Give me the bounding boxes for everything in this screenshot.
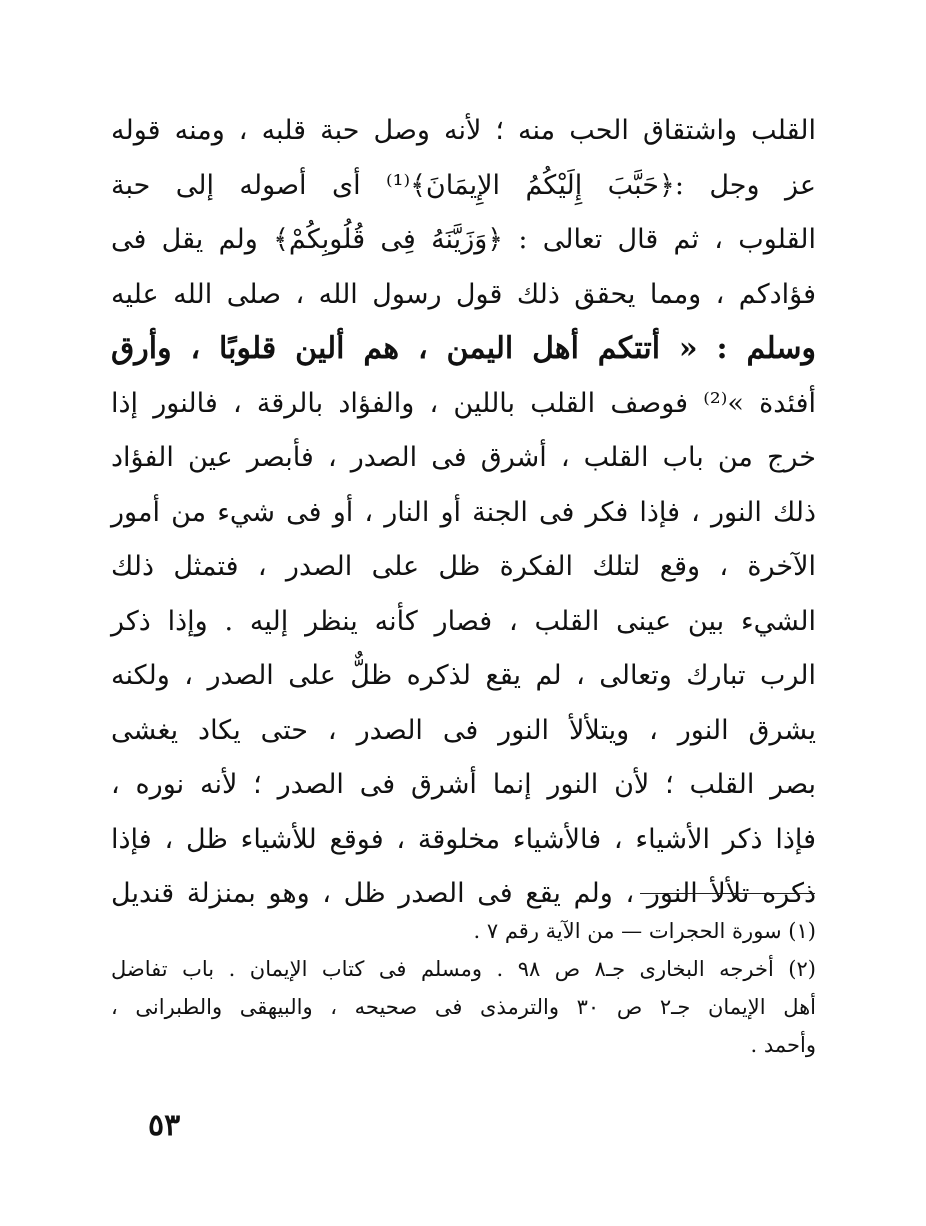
footnote-divider: [640, 893, 815, 894]
text-line: ذكره تلألأ النور ، ولم يقع فى الصدر ظل ، وهو بمنزلة قنديل: [111, 878, 816, 909]
text-line: عز وجل :﴿حَبَّبَ إِلَيْكُمُ الإِيمَانَ﴾⁽¹⁾ أى أصوله إلى حبة: [111, 169, 816, 201]
footnote-2-continued: أهل الإيمان جـ٢ ص ٣٠ والترمذى فى صحيحه ، والبيهقى والطبرانى ،: [111, 995, 817, 1019]
text-line-hadith: وسلم : « أتتكم أهل اليمن ، هم ألين قلوبًا ، وأرق: [111, 331, 816, 366]
text-line: يشرق النور ، ويتلألأ النور فى الصدر ، حتى يكاد يغشى: [111, 714, 816, 746]
text-line: فإذا ذكر الأشياء ، فالأشياء مخلوقة ، فوقع للأشياء ظل ، فإذا: [111, 823, 816, 855]
text-line: الشيء بين عينى القلب ، فصار كأنه ينظر إليه . وإذا ذكر: [111, 605, 816, 637]
text-line: بصر القلب ؛ لأن النور إنما أشرق فى الصدر ؛ لأنه نوره ،: [111, 769, 816, 800]
footnote-2-end: وأحمد .: [750, 1033, 816, 1057]
footnotes-block: [111, 912, 816, 1064]
text-line: الآخرة ، وقع لتلك الفكرة ظل على الصدر ، فتمثل ذلك: [111, 551, 816, 582]
footnote-2: (٢) أخرجه البخارى جـ٨ ص ٩٨ . ومسلم فى كتاب الإيمان . باب تفاضل: [111, 957, 816, 981]
text-line: ذلك النور ، فإذا فكر فى الجنة أو النار ، أو فى شيء من أمور: [111, 496, 816, 528]
text-line: خرج من باب القلب ، أشرق فى الصدر ، فأبصر عين الفؤاد: [111, 442, 816, 473]
main-text-block: [111, 104, 816, 922]
text-line: القلب واشتقاق الحب منه ؛ لأنه وصل حبة قلبه ، ومنه قوله: [111, 115, 816, 146]
text-line: الرب تبارك وتعالى ، لم يقع لذكره ظلٌّ على الصدر ، ولكنه: [111, 660, 816, 691]
footnote-1: (١) سورة الحجرات — من الآية رقم ٧ .: [473, 919, 816, 943]
text-line: أفئدة »⁽²⁾ فوصف القلب باللين ، والفؤاد بالرقة ، فالنور إذا: [111, 387, 816, 419]
page-number: ٥٣: [148, 1108, 181, 1143]
text-line: القلوب ، ثم قال تعالى : ﴿وَزَيَّنَهُ فِى قُلُوبِكُمْ﴾ ولم يقل فى: [111, 224, 816, 255]
text-line: فؤادكم ، ومما يحقق ذلك قول رسول الله ، صلى الله عليه: [111, 278, 816, 310]
